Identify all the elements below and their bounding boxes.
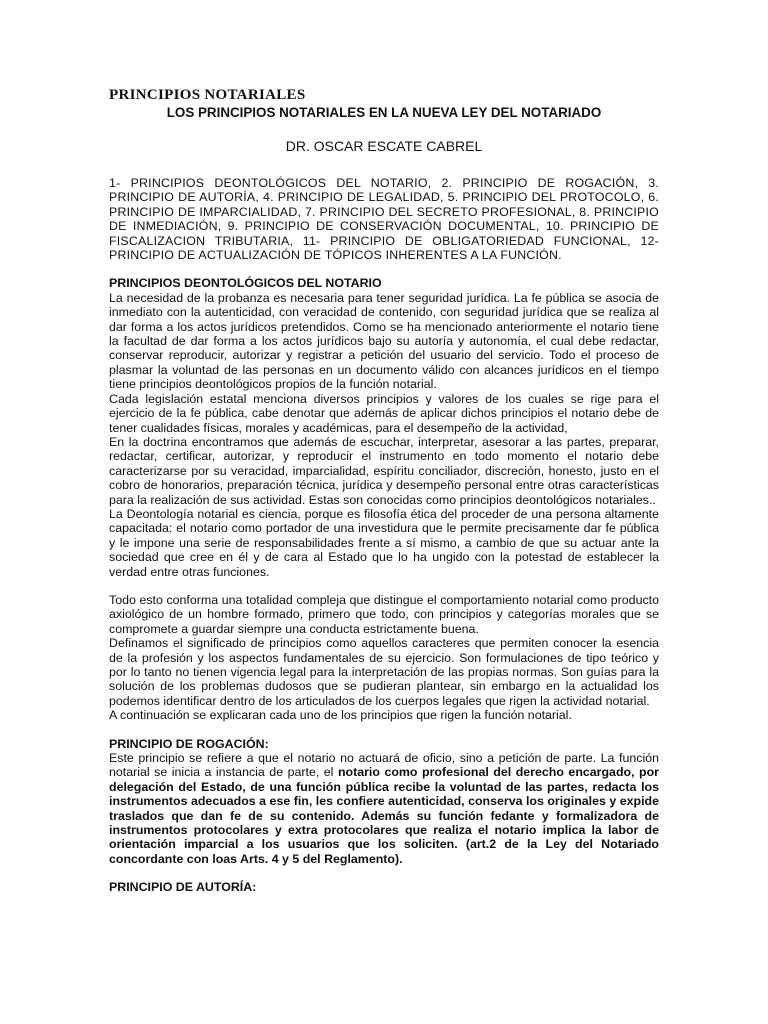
document-body (109, 86, 659, 895)
paragraph: Definamos el significado de principios como aquellos caracteres que permiten conocer la esencia de la profesión y los aspectos fundamentales de su ejercicio. Son formulaciones de tipo teórico y por lo tanto no tienen vigencia legal para la interpretación de las propias normas. Son guías para la solución de los problemas dudosos que se pudieran plantear, sin embargo en la actualidad los podemos identificar dentro de los articulados de los cuerpos legales que rigen la actividad notarial. (109, 636, 659, 708)
paragraph: Todo esto conforma una totalidad compleja que distingue el comportamiento notarial como producto axiológico de un hombre formado, primero que todo, con principios y categorías morales que se compromete a guardar siempre una conducta estrictamente buena. (109, 592, 659, 636)
paragraph-rogacion (109, 751, 659, 866)
principles-list: 1- PRINCIPIOS DEONTOLÓGICOS DEL NOTARIO, 2. PRINCIPIO DE ROGACIÓN, 3. PRINCIPIO DE AUTORÍA, 4. PRINCIPIO DE LEGALIDAD, 5. PRINCIPIO DEL PROTOCOLO, 6. PRINCIPIO DE IMPARCIALIDAD, 7. PRINCIPIO DEL SECRETO PROFESIONAL, 8. PRINCIPIO DE INMEDIACIÓN, 9. PRINCIPIO DE CONSERVACIÓN DOCUMENTAL, 10. PRINCIPIO DE FISCALIZACION TRIBUTARIA, 11- PRINCIPIO DE OBLIGATORIEDAD FUNCIONAL, 12- PRINCIPIO DE ACTUALIZACIÓN DE TÓPICOS INHERENTES A LA FUNCIÓN. (109, 176, 659, 263)
document-subtitle: LOS PRINCIPIOS NOTARIALES EN LA NUEVA LEY DEL NOTARIADO (166, 105, 602, 120)
paragraph: A continuación se explicaran cada uno de los principios que rigen la función notarial. (109, 708, 572, 723)
section-heading-rogacion: PRINCIPIO DE ROGACIÓN: (109, 736, 269, 751)
section-heading-autoria: PRINCIPIO DE AUTORÍA: (109, 880, 257, 895)
document-title: PRINCIPIOS NOTARIALES (109, 87, 306, 103)
paragraph: La necesidad de la probanza es necesaria para tener seguridad jurídica. La fe pública se asocia de inmediato con la autenticidad, con veracidad de contenido, con seguridad jurídica que se realiza al dar forma a los actos jurídicos pretendidos. Como se ha mencionado anteriormente el notario tiene la facultad de dar forma a los actos jurídicos bajo su autoría y autonomía, el cual debe redactar, conservar reproducir, autorizar y registrar a petición del usuario del servicio. Todo el proceso de plasmar la voluntad de las personas en un documento válido con alcances jurídicos en el tiempo tiene principios deontológicos propios de la función notarial. (109, 290, 659, 392)
paragraph-bold-text: notario como profesional del derecho encargado, por delegación del Estado, de una función pública recibe la voluntad de las partes, redacta los instrumentos adecuados a ese fin, les confiere autenticidad, conserva los originales y expide traslados que dan fe de su contenido. Además su función fedante y formalizadora de instrumentos protocolares y extra protocolares que realiza el notario implica la labor de orientación imparcial a los usuarios que los soliciten. (art.2 de la Ley del Notariado concordante con loas Arts. 4 y 5 del Reglamento). (109, 765, 659, 866)
paragraph: Cada legislación estatal menciona diversos principios y valores de los cuales se rige para el ejercicio de la fe pública, cabe denotar que además de aplicar dichos principios el notario debe de tener cualidades físicas, morales y académicas, para el desempeño de la actividad, (109, 391, 659, 435)
paragraph: La Deontología notarial es ciencia, porque es filosofía ética del proceder de una persona altamente capacitada: el notario como portador de una investidura que le permite precisamente dar fe pública y le impone una serie de responsabilidades frente a sí mismo, a cambio de que su actuar ante la sociedad que cree en él y de cara al Estado que lo ha ungido con la potestad de establecer la verdad entre otras funciones. (109, 506, 659, 579)
paragraph: En la doctrina encontramos que además de escuchar, interpretar, asesorar a las partes, preparar, redactar, certificar, autorizar, y reproducir el instrumento en todo momento el notario debe caracterizarse por su veracidad, imparcialidad, espíritu conciliador, discreción, honesto, justo en el cobro de honorarios, preparación técnica, jurídica y desempeño personal entre otras características para la realización de sus actividad. Estas son conocidas como principios deontológicos notariales.. (109, 434, 659, 507)
document-author: DR. OSCAR ESCATE CABREL (285, 138, 483, 154)
section-heading-deontologicos: PRINCIPIOS DEONTOLÓGICOS DEL NOTARIO (109, 276, 382, 291)
paragraph-intro: Este principio se refiere a que el notario no actuará de oficio, sino a petición de parte. La función notarial se inicia a instancia de parte, el (109, 751, 659, 780)
